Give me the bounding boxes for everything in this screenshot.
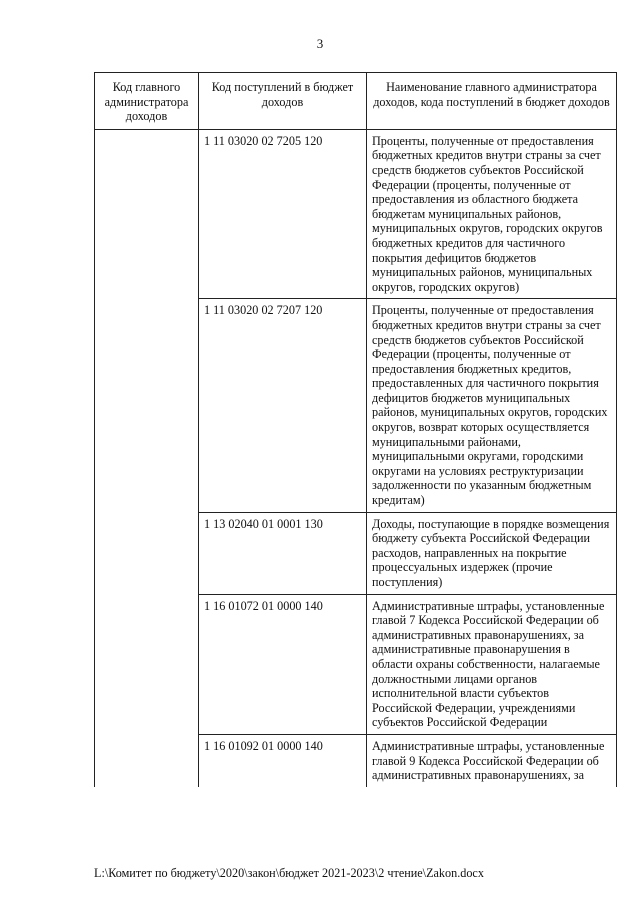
revenue-code-cell: 1 11 03020 02 7205 120 bbox=[199, 129, 367, 299]
revenue-name-cell: Доходы, поступающие в порядке возмещения бюджету субъекта Российской Федерации расходов, направленных на покрытие процессуальных издержек (прочие поступления) bbox=[367, 512, 617, 594]
header-name: Наименование главного администратора доходов, кода поступлений в бюджет доходов bbox=[367, 73, 617, 130]
revenue-code-cell: 1 16 01072 01 0000 140 bbox=[199, 594, 367, 734]
revenue-name-cell: Проценты, полученные от предоставления бюджетных кредитов внутри страны за счет средств бюджетов субъектов Российской Федерации (проценты, полученные от предоставления бюджетных кредитов, предоставленных для частичного покрытия дефицитов бюджетов муниципальных районов, муниципальных округов, городских округов, возврат которых осуществляется муниципальными районами, муниципальными округами, городскими округами на условиях реструктуризации задолженности по указанным бюджетным кредитам) bbox=[367, 299, 617, 512]
table-row bbox=[95, 129, 617, 299]
header-revenue-code: Код поступлений в бюджет доходов bbox=[199, 73, 367, 130]
revenue-name-cell: Проценты, полученные от предоставления бюджетных кредитов внутри страны за счет средств бюджетов субъектов Российской Федерации (проценты, полученные от предоставления из областного бюджета бюджетам муниципальных районов, муниципальных округов, городских округов бюджетных кредитов для частичного покрытия дефицитов бюджетов муниципальных районов, муниципальных округов, городских округов) bbox=[367, 129, 617, 299]
admin-code-cell bbox=[95, 129, 199, 786]
revenue-name-cell: Административные штрафы, установленные главой 7 Кодекса Российской Федерации об административных правонарушениях, за административные правонарушения в области охраны собственности, налагаемые должностными лицами органов исполнительной власти субъектов Российской Федерации, учреждениями субъектов Российской Федерации bbox=[367, 594, 617, 734]
page-number: 3 bbox=[316, 36, 324, 51]
revenue-code-cell: 1 16 01092 01 0000 140 bbox=[199, 734, 367, 786]
header-admin-code: Код главного администратора доходов bbox=[95, 73, 199, 130]
revenue-codes-table bbox=[94, 72, 617, 787]
document-file-path: L:\Комитет по бюджету\2020\закон\бюджет 2021-2023\2 чтение\Zakon.docx bbox=[94, 866, 484, 880]
revenue-name-cell: Административные штрафы, установленные главой 9 Кодекса Российской Федерации об административных правонарушениях, за bbox=[367, 734, 617, 786]
revenue-code-cell: 1 13 02040 01 0001 130 bbox=[199, 512, 367, 594]
revenue-code-cell: 1 11 03020 02 7207 120 bbox=[199, 299, 367, 512]
table-header-row bbox=[95, 73, 617, 130]
